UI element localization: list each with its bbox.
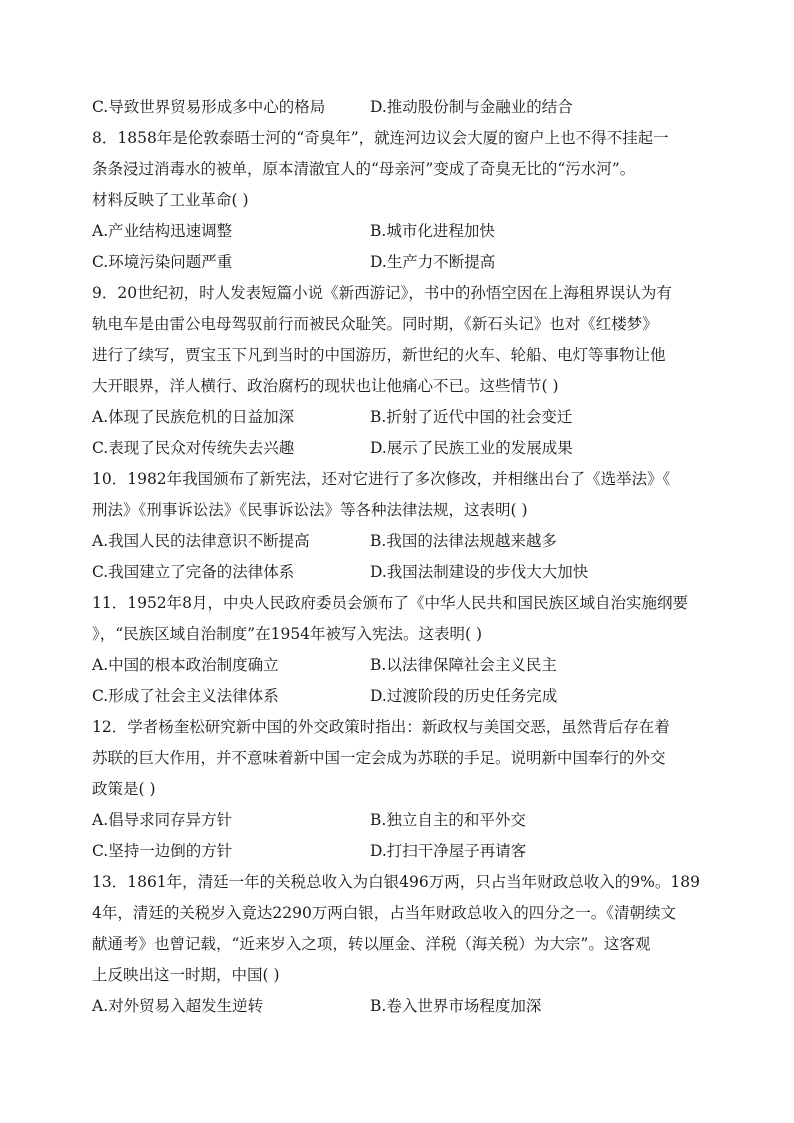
answer-option: B.折射了近代中国的社会变迁 — [370, 408, 573, 426]
answer-option: C.我国建立了完备的法律体系 — [92, 563, 295, 581]
answer-option: C.环境污染问题严重 — [92, 253, 233, 271]
answer-option: A.对外贸易入超发生逆转 — [92, 997, 264, 1015]
answer-option: B.以法律保障社会主义民主 — [370, 656, 557, 674]
option-row — [92, 650, 702, 681]
question-stem-line: 条条浸过消毒水的被单，原本清澈宜人的“母亲河”变成了奇臭无比的“污水河”。 — [92, 160, 636, 178]
option-row — [92, 92, 702, 123]
question-stem-line: 大开眼界，洋人横行、政治腐朽的现状也让他痛心不已。这些情节( ) — [92, 377, 559, 395]
question — [92, 278, 702, 464]
question-stem-line: 材料反映了工业革命( ) — [92, 191, 249, 209]
answer-option: D.展示了民族工业的发展成果 — [370, 439, 573, 457]
answer-option: B.城市化进程加快 — [370, 222, 495, 240]
answer-option: B.卷入世界市场程度加深 — [370, 997, 542, 1015]
answer-option: C.坚持一边倒的方针 — [92, 842, 233, 860]
question-stem-line: 4年，清廷的关税岁入竟达2290万两白银，占当年财政总收入的四分之一。《清朝续文 — [92, 904, 677, 922]
question-stem-line: 11．1952年8月，中央人民政府委员会颁布了《中华人民共和国民族区域自治实施纲要 — [92, 594, 689, 612]
question-stem-line: 8．1858年是伦敦泰晤士河的“奇臭年”，就连河边议会大厦的窗户上也不得不挂起一 — [92, 129, 669, 147]
question-list — [92, 123, 702, 1022]
question-stem-line: 献通考》也曾记载，“近来岁入之项，转以厘金、洋税（海关税）为大宗”。这客观 — [92, 935, 651, 953]
question — [92, 464, 702, 588]
question — [92, 867, 702, 1022]
option-row — [92, 681, 702, 712]
option-row — [92, 247, 702, 278]
question-stem-line: 12．学者杨奎松研究新中国的外交政策时指出：新政权与美国交恶，虽然背后存在着 — [92, 718, 670, 736]
answer-option: A.中国的根本政治制度确立 — [92, 656, 279, 674]
question-stem-line: 上反映出这一时期，中国( ) — [92, 966, 280, 984]
exam-page — [92, 92, 702, 1022]
option-d: D.推动股份制与金融业的结合 — [370, 98, 573, 116]
answer-option: C.表现了民众对传统失去兴趣 — [92, 439, 295, 457]
question — [92, 712, 702, 867]
question-stem-line: 轨电车是由雷公电母驾驭前行而被民众耻笑。同时期，《新石头记》也对《红楼梦》 — [92, 315, 658, 333]
answer-option: A.体现了民族危机的日益加深 — [92, 408, 295, 426]
answer-option: A.我国人民的法律意识不断提高 — [92, 532, 310, 550]
question-stem-line: 13．1861年，清廷一年的关税总收入为白银496万两，只占当年财政总收入的9%。189 — [92, 873, 700, 891]
question-stem-line: 苏联的巨大作用，并不意味着新中国一定会成为苏联的手足。说明新中国奉行的外交 — [92, 749, 666, 767]
option-row — [92, 402, 702, 433]
question-stem-line: 9．20世纪初，时人发表短篇小说《新西游记》，书中的孙悟空因在上海租界误认为有 — [92, 284, 672, 302]
question-stem-line: 》，“民族区域自治制度”在1954年被写入宪法。这表明( ) — [92, 625, 483, 643]
question — [92, 588, 702, 712]
answer-option: D.我国法制建设的步伐大大加快 — [370, 563, 589, 581]
option-row — [92, 433, 702, 464]
option-row — [92, 216, 702, 247]
answer-option: D.过渡阶段的历史任务完成 — [370, 687, 558, 705]
answer-option: B.独立自主的和平外交 — [370, 811, 526, 829]
question-stem-line: 10．1982年我国颁布了新宪法，还对它进行了多次修改，并相继出台了《选举法》《 — [92, 470, 671, 488]
question-stem-line: 进行了续写，贾宝玉下凡到当时的中国游历，新世纪的火车、轮船、电灯等事物让他 — [92, 346, 666, 364]
option-row — [92, 557, 702, 588]
option-row — [92, 805, 702, 836]
answer-option: A.产业结构迅速调整 — [92, 222, 233, 240]
answer-option: D.打扫干净屋子再请客 — [370, 842, 527, 860]
question — [92, 123, 702, 278]
answer-option: A.倡导求同存异方针 — [92, 811, 233, 829]
question-stem-line: 刑法》《刑事诉讼法》《民事诉讼法》等各种法律法规，这表明( ) — [92, 501, 528, 519]
option-row — [92, 526, 702, 557]
answer-option: C.形成了社会主义法律体系 — [92, 687, 279, 705]
option-row — [92, 836, 702, 867]
answer-option: D.生产力不断提高 — [370, 253, 496, 271]
answer-option: B.我国的法律法规越来越多 — [370, 532, 557, 550]
question-stem-line: 政策是( ) — [92, 780, 156, 798]
option-row — [92, 991, 702, 1022]
option-c: C.导致世界贸易形成多中心的格局 — [92, 98, 326, 116]
